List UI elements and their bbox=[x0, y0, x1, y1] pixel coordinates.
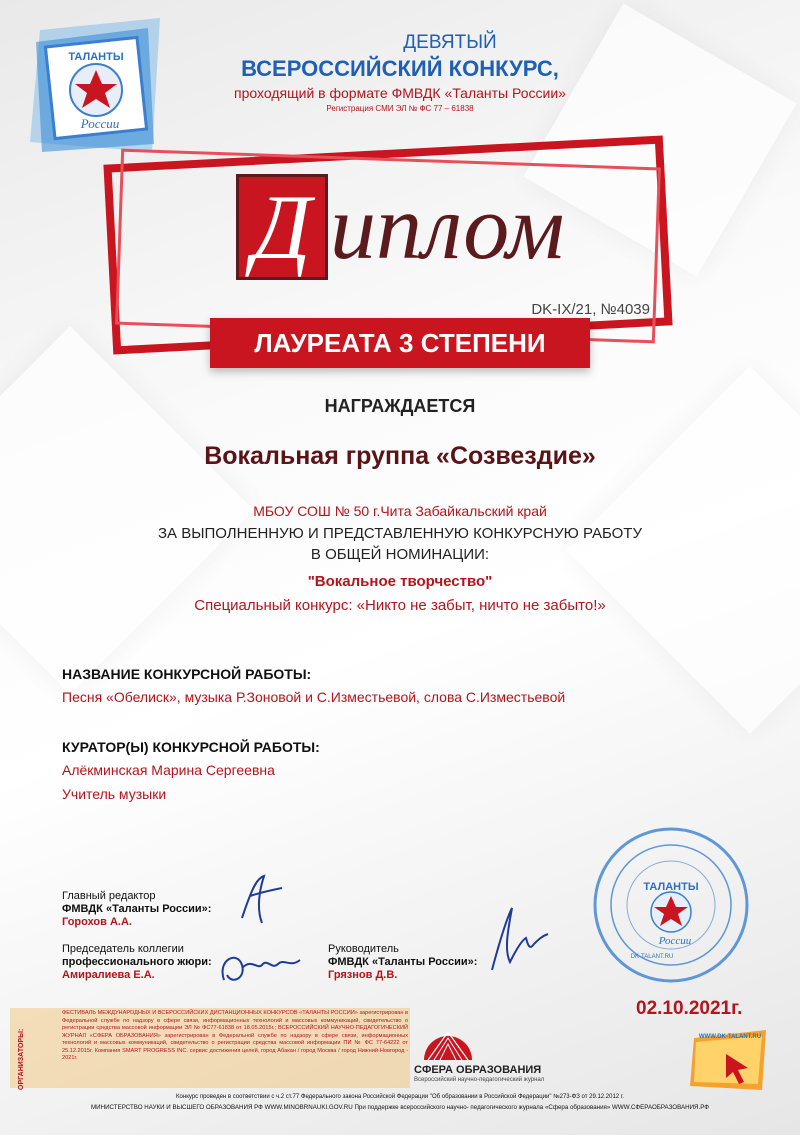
work-title-label: НАЗВАНИЕ КОНКУРСНОЙ РАБОТЫ: bbox=[62, 666, 312, 682]
curator-label: КУРАТОР(Ы) КОНКУРСНОЙ РАБОТЫ: bbox=[62, 739, 320, 755]
for-work-line-1: ЗА ВЫПОЛНЕННУЮ И ПРЕДСТАВЛЕННУЮ КОНКУРСНУЮ РАБОТУ bbox=[158, 525, 642, 542]
stamp-sub-text: России bbox=[658, 935, 692, 947]
editor-role-2: ФМВДК «Таланты России»: bbox=[62, 903, 212, 915]
sfera-subtitle: Всероссийский научно-педагогический журнал bbox=[414, 1077, 545, 1083]
editor-signature bbox=[232, 868, 292, 928]
jury-signature bbox=[212, 940, 307, 990]
awarded-label: НАГРАЖДАЕТСЯ bbox=[324, 396, 476, 416]
site-badge bbox=[686, 1024, 770, 1094]
sfera-logo-icon bbox=[418, 1012, 478, 1066]
curator-name: Алёкминская Марина Сергеевна bbox=[62, 762, 275, 778]
header-line-3: проходящий в формате ФМВДК «Таланты России» bbox=[234, 85, 566, 101]
jury-role-1: Председатель коллегии bbox=[62, 943, 184, 955]
head-role-2: ФМВДК «Таланты России»: bbox=[328, 956, 478, 968]
work-title-value: Песня «Обелиск», музыка Р.Зоновой и С.Изместьевой, слова С.Изместьевой bbox=[62, 689, 566, 705]
round-stamp bbox=[592, 826, 750, 984]
diploma-title bbox=[170, 172, 630, 282]
head-signature-block bbox=[328, 943, 477, 981]
editor-name: Горохов А.А. bbox=[62, 916, 132, 928]
talanty-logo bbox=[20, 12, 170, 162]
sfera-name: СФЕРА ОБРАЗОВАНИЯ bbox=[414, 1064, 542, 1076]
head-signature bbox=[482, 900, 552, 975]
head-role-1: Руководитель bbox=[328, 943, 399, 955]
for-work-line-2: В ОБЩЕЙ НОМИНАЦИИ: bbox=[310, 546, 490, 563]
header-line-1: ДЕВЯТЫЙ bbox=[403, 32, 497, 53]
stamp-site-text: DK-TALANT.RU bbox=[630, 954, 674, 960]
title-first-letter: Д bbox=[236, 174, 329, 280]
recipient-name: Вокальная группа «Созвездие» bbox=[204, 442, 596, 470]
header-registration: Регистрация СМИ ЭЛ № ФС 77 – 61838 bbox=[326, 104, 474, 113]
footer-line-2: МИНИСТЕРСТВО НАУКИ И ВЫСШЕГО ОБРАЗОВАНИЯ РФ WWW.MINOBRNAUKI.GOV.RU При поддержке всероссийского научно- педагогического журнала «Сфера образования» WWW.СФЕРАОБРАЗОВАНИЯ.РФ bbox=[91, 1104, 709, 1111]
jury-name: Амиралиева Е.А. bbox=[62, 969, 155, 981]
nomination: "Вокальное творчество" bbox=[307, 573, 493, 590]
jury-role-2: профессионального жюри: bbox=[62, 956, 212, 968]
special-contest: Специальный конкурс: «Никто не забыт, ничто не забыто!» bbox=[194, 597, 606, 614]
logo-top-text: ТАЛАНТЫ bbox=[68, 51, 124, 63]
footer-line-1: Конкурс проведен в соответствии с ч.2 ст.77 Федерального закона Российской Федерации "Об образовании в Российской Федерации" №273-ФЗ от 29.12.2012 г. bbox=[176, 1094, 624, 1100]
logo-bottom-text: России bbox=[80, 116, 120, 131]
editor-role-1: Главный редактор bbox=[62, 890, 156, 902]
organizers-text: ФЕСТИВАЛЬ МЕЖДУНАРОДНЫХ И ВСЕРОССИЙСКИХ ДИСТАНЦИОННЫХ КОНКУРСОВ «ТАЛАНТЫ РОССИИ» зарегистрирован в Федеральной службе по надзору в сфере связи, информационных технологий и массовых коммуникаций, свидетельство о регистрации средства массовой информации ЭЛ № ФС77-61838 от 18.05.2015г.; ВСЕРОССИЙСКИЙ НАУЧНО-ПЕДАГОГИЧЕСКИЙ ЖУРНАЛ «СФЕРА ОБРАЗОВАНИЯ» зарегистрирован в Федеральной службе по надзору в сфере связи, информационных технологий и массовых коммуникаций, свидетельство о регистрации средства массовой информации ПИ № ФС 77-64222 от 25.12.2015г. Компания SMART PROGRESS INC. сервис достижения целей, город Абакан / город Москва / город Нижний-Новгород - 2021г. bbox=[62, 1010, 408, 1061]
stamp-center-text: ТАЛАНТЫ bbox=[643, 881, 699, 893]
jury-signature-block bbox=[62, 943, 212, 981]
head-name: Грязнов Д.В. bbox=[328, 969, 398, 981]
editor-signature-block bbox=[62, 890, 211, 928]
issue-date: 02.10.2021г. bbox=[636, 998, 743, 1019]
laureate-ribbon: ЛАУРЕАТА 3 СТЕПЕНИ bbox=[210, 318, 590, 368]
header-line-2: ВСЕРОССИЙСКИЙ КОНКУРС, bbox=[241, 56, 559, 81]
title-rest: иплом bbox=[330, 176, 565, 278]
curator-position: Учитель музыки bbox=[62, 786, 167, 802]
school-name: МБОУ СОШ № 50 г.Чита Забайкальский край bbox=[253, 503, 547, 519]
organizers-label: ОРГАНИЗАТОРЫ: bbox=[18, 1028, 25, 1090]
registration-number: DK-IX/21, №4039 bbox=[531, 301, 650, 318]
site-badge-text: WWW.DK-TALANT.RU bbox=[698, 1034, 762, 1040]
